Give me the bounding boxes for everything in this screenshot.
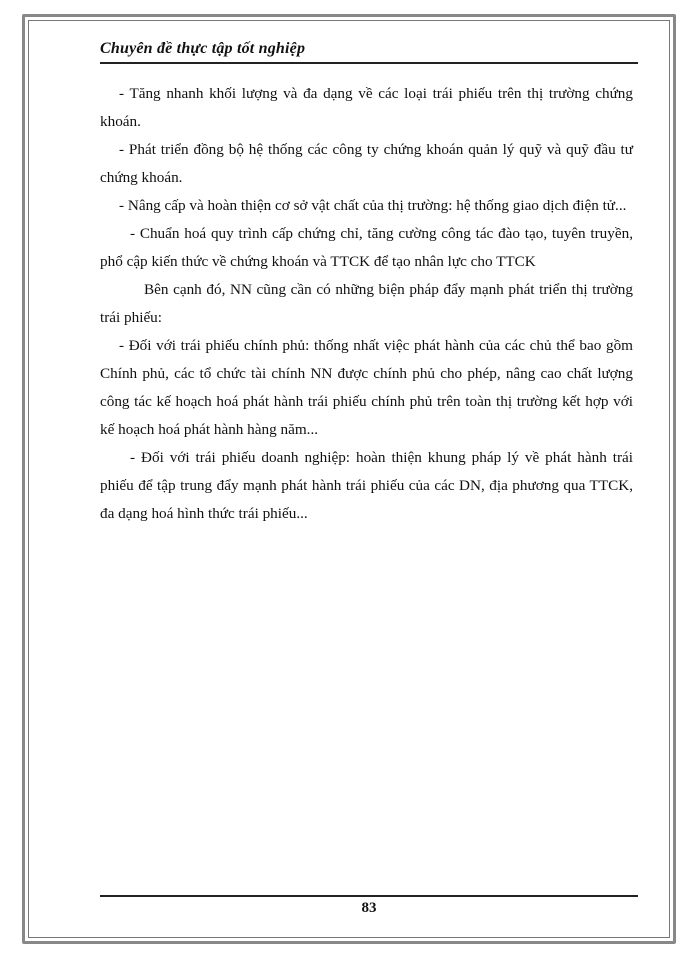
header-title: Chuyên đề thực tập tốt nghiệp [100, 40, 306, 57]
paragraph-infrastructure: - Nâng cấp và hoàn thiện cơ sở vật chất của thị trường: hệ thống giao dịch điện tử... [119, 197, 627, 214]
page-number: 83 [361, 900, 377, 916]
paragraph-corporate-bonds: - Đối với trái phiếu doanh nghiệp: hoàn thiện khung pháp lý về phát hành trái phiếu để tập trung đẩy mạnh phát hành trái phiếu của các DN, địa phương qua TTCK, đa dạng hoá hình thức trái phiếu... [100, 449, 633, 522]
paragraph-securities-companies: - Phát triển đồng bộ hệ thống các công ty chứng khoán quản lý quỹ và quỹ đầu tư chứng khoán. [100, 141, 633, 186]
page-header [100, 40, 640, 58]
paragraph-government-bonds: - Đối với trái phiếu chính phủ: thống nhất việc phát hành của các chủ thể bao gồm Chính phủ, các tổ chức tài chính NN được chính phủ cho phép, nâng cao chất lượng công tác kế hoạch hoá phát hành trái phiếu chính phủ trên toàn thị trường kết hợp với kế hoạch hoá phát hành hàng năm... [100, 337, 633, 438]
paragraph-bond-market-measures: Bên cạnh đó, NN cũng cần có những biện pháp đẩy mạnh phát triển thị trường trái phiếu: [100, 281, 633, 326]
paragraph-certification-training: - Chuẩn hoá quy trình cấp chứng chỉ, tăng cường công tác đào tạo, tuyên truyền, phổ cập kiến thức về chứng khoán và TTCK để tạo nhân lực cho TTCK [100, 225, 633, 270]
header-divider [100, 62, 638, 64]
document-body [100, 80, 633, 528]
footer-divider [100, 895, 638, 897]
paragraph-bond-volume: - Tăng nhanh khối lượng và đa dạng về các loại trái phiếu trên thị trường chứng khoán. [100, 85, 633, 130]
